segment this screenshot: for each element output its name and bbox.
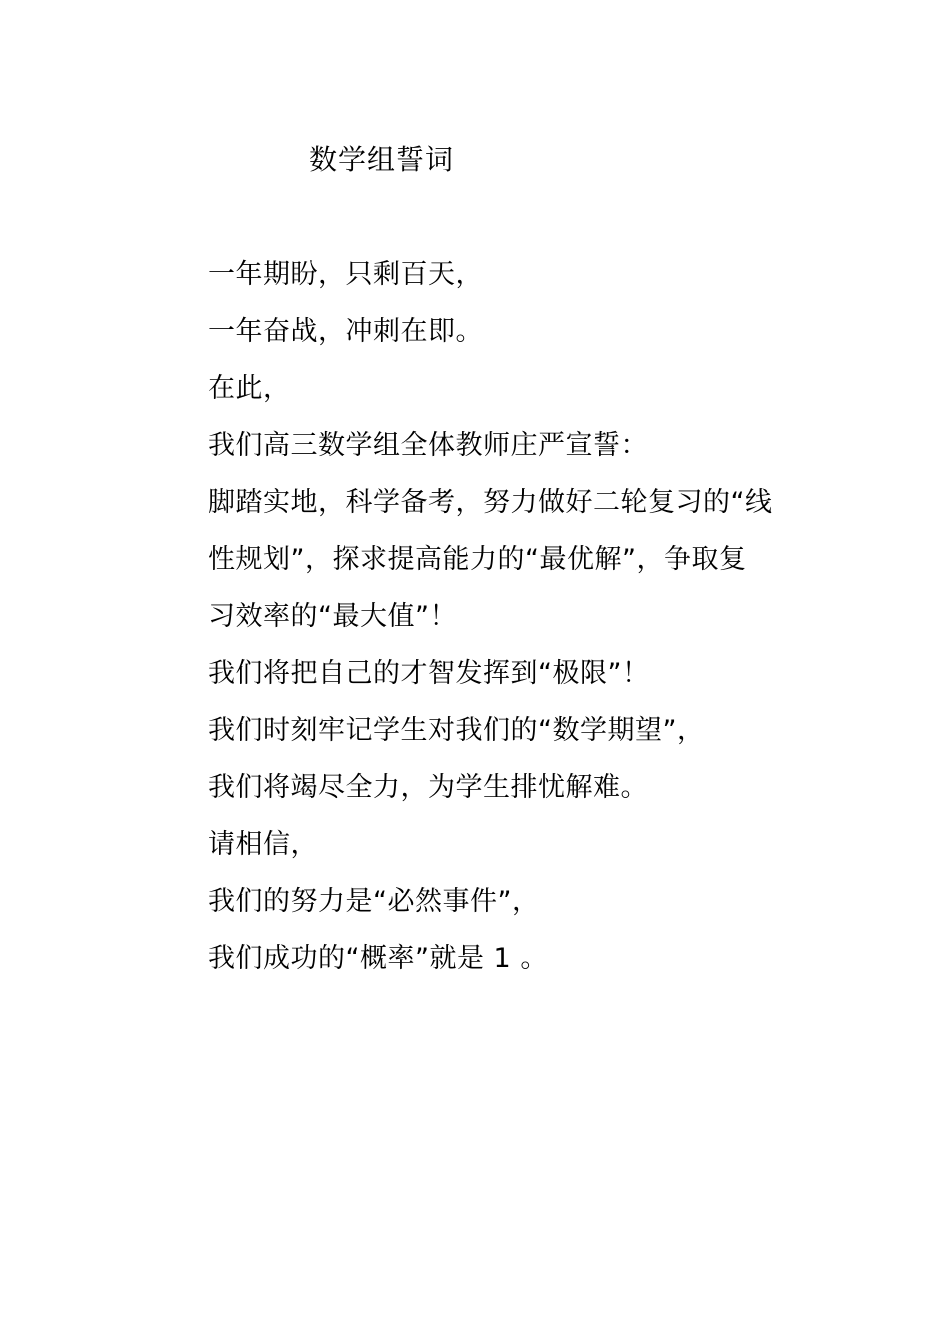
oath-line-5: 脚踏实地，科学备考，努力做好二轮复习的“线 bbox=[208, 487, 773, 518]
oath-line-12: 我们的努力是“必然事件”， bbox=[208, 886, 540, 917]
oath-line-10: 我们将竭尽全力，为学生排忧解难。 bbox=[208, 772, 648, 803]
oath-line-8: 我们将把自己的才智发挥到“极限”！ bbox=[208, 658, 650, 689]
document-title: 数学组誓词 bbox=[309, 143, 455, 176]
oath-line-11: 请相信， bbox=[208, 829, 318, 860]
oath-line-6: 性规划”，探求提高能力的“最优解”，争取复 bbox=[208, 544, 747, 575]
oath-line-2: 一年奋战，冲刺在即。 bbox=[208, 316, 483, 347]
oath-line-3: 在此， bbox=[208, 373, 291, 404]
oath-line-13: 我们成功的“概率”就是 1 。 bbox=[208, 943, 548, 974]
oath-line-4: 我们高三数学组全体教师庄严宣誓： bbox=[208, 430, 648, 461]
oath-line-9: 我们时刻牢记学生对我们的“数学期望”， bbox=[208, 715, 705, 746]
oath-line-7: 习效率的“最大值”！ bbox=[208, 601, 457, 632]
oath-line-1: 一年期盼，只剩百天， bbox=[208, 259, 483, 290]
